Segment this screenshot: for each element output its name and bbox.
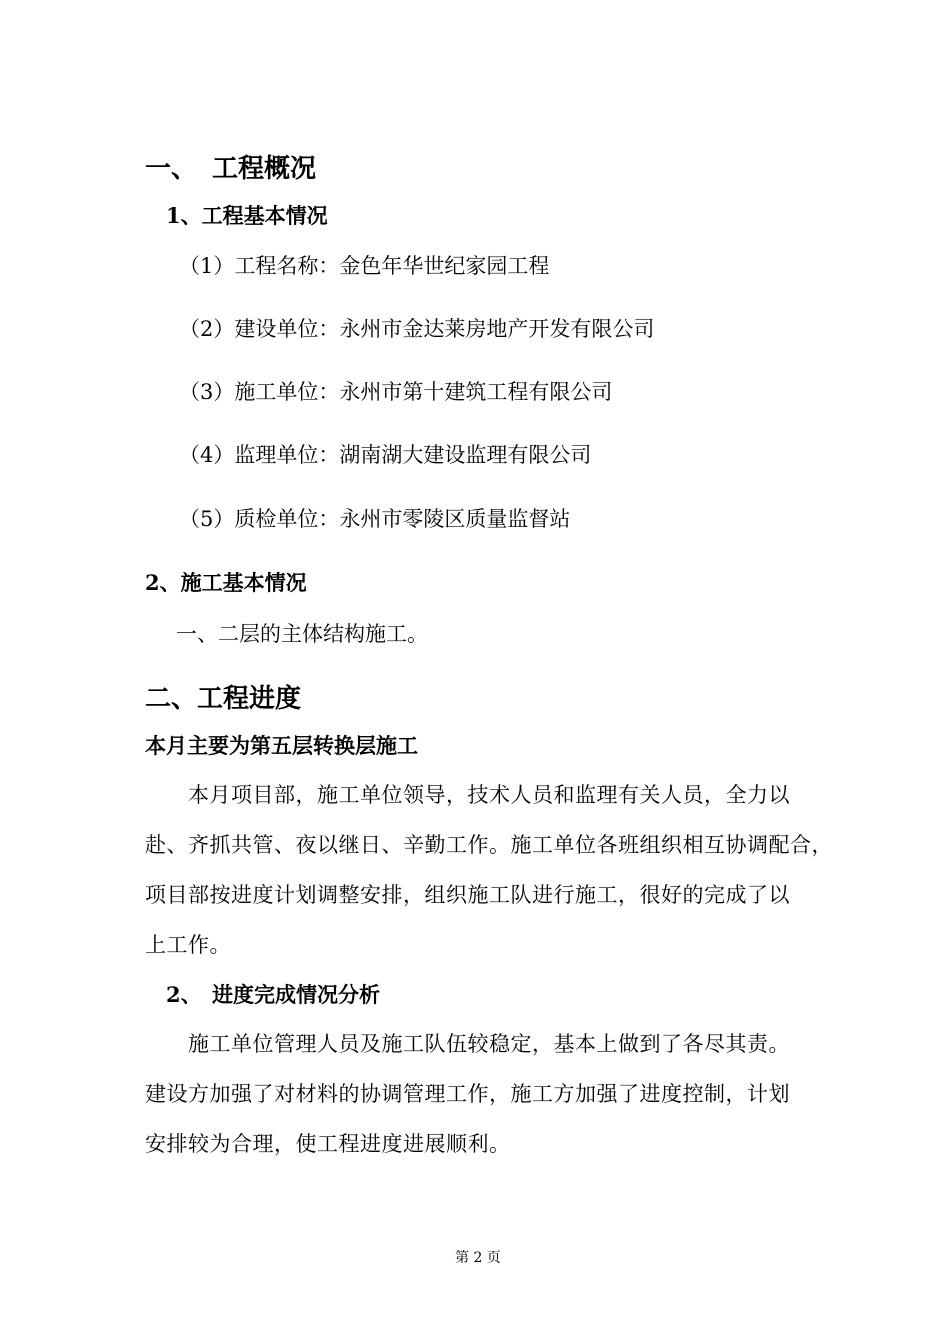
section-1-title: 工程概况 xyxy=(212,154,317,184)
paragraph-1-line: 上工作。 xyxy=(145,933,231,957)
progress-analysis-number: 2、 xyxy=(166,982,202,1007)
paragraph-1-line: 项目部按进度计划调整安排，组织施工队进行施工，很好的完成了以 xyxy=(145,883,790,907)
progress-analysis-heading: 进度完成情况分析 xyxy=(212,982,380,1007)
paragraph-1-line: 本月项目部，施工单位领导，技术人员和监理有关人员，全力以 xyxy=(188,783,790,807)
project-info-item: （4）监理单位：湖南湖大建设监理有限公司 xyxy=(179,443,592,467)
subsection-2-heading: 2、施工基本情况 xyxy=(145,570,307,595)
paragraph-2-line: 安排较为合理，使工程进度进展顺利。 xyxy=(145,1132,511,1156)
subsection-1-heading: 1、工程基本情况 xyxy=(166,203,328,228)
construction-status-text: 一、二层的主体结构施工。 xyxy=(176,622,428,646)
paragraph-1-line: 赴、齐抓共管、夜以继日、辛勤工作。施工单位各班组织相互协调配合， xyxy=(145,833,833,857)
project-info-item: （1）工程名称：金色年华世纪家园工程 xyxy=(179,254,550,278)
section-1-number: 一、 xyxy=(145,154,198,184)
section-2-subheading: 本月主要为第五层转换层施工 xyxy=(145,733,418,758)
page-number: 第 2 页 xyxy=(455,1250,501,1266)
project-info-item: （5）质检单位：永州市零陵区质量监督站 xyxy=(179,507,571,531)
project-info-item: （2）建设单位：永州市金达莱房地产开发有限公司 xyxy=(179,317,655,341)
section-2-title: 二、工程进度 xyxy=(145,684,302,714)
project-info-item: （3）施工单位：永州市第十建筑工程有限公司 xyxy=(179,380,613,404)
paragraph-2-line: 建设方加强了对材料的协调管理工作，施工方加强了进度控制，计划 xyxy=(145,1082,790,1106)
paragraph-2-line: 施工单位管理人员及施工队伍较稳定，基本上做到了各尽其责。 xyxy=(188,1032,790,1056)
